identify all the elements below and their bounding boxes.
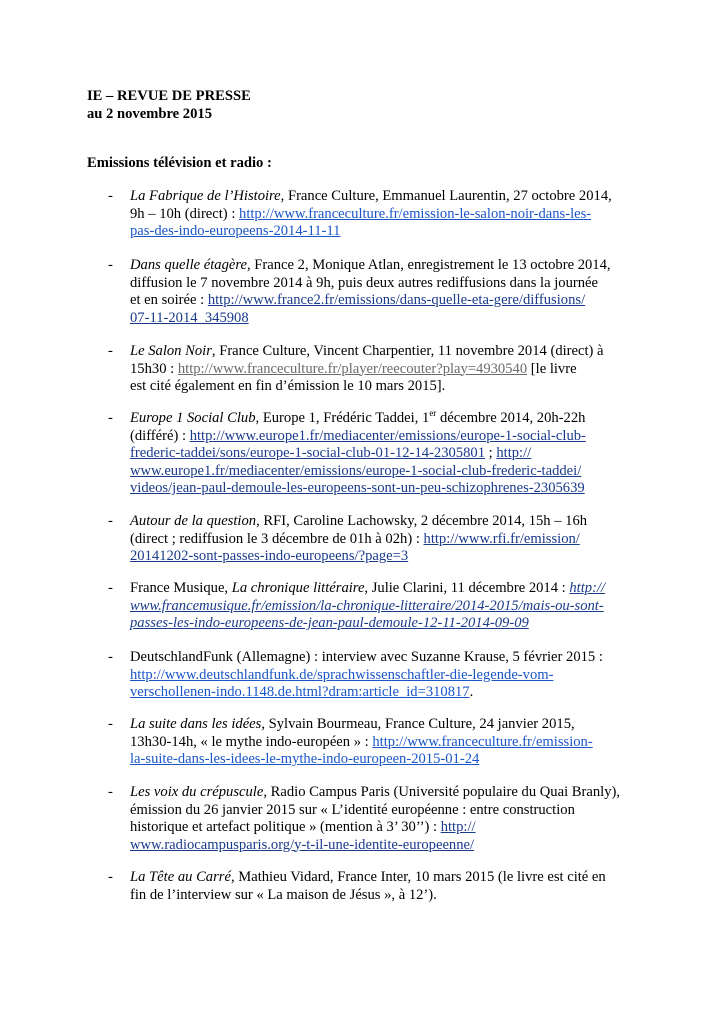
item-details: fin de l’interview sur « La maison de Jésus », à 12’).	[130, 886, 437, 903]
document-title-block	[87, 88, 251, 123]
program-title: La Fabrique de l’Histoire	[130, 188, 281, 204]
program-link[interactable]: http://www.franceculture.fr/emission-	[372, 733, 593, 750]
program-link-continued[interactable]: frederic-taddei/sons/europe-1-social-club-01-12-14-2305801	[130, 445, 485, 461]
list-item-text	[130, 343, 640, 396]
program-link[interactable]: http://www.europe1.fr/mediacenter/emissions/europe-1-social-club-	[189, 427, 586, 444]
item-details: , Sylvain Bourmeau, France Culture, 24 janvier 2015,	[261, 716, 575, 732]
program-link[interactable]: http://	[569, 580, 606, 596]
program-link-continued[interactable]: la-suite-dans-les-idees-le-mythe-indo-europeen-2015-01-24	[130, 751, 480, 767]
item-details: 15h30 :	[130, 360, 178, 377]
document-date: au 2 novembre 2015	[87, 105, 212, 122]
item-details: , Mathieu Vidard, France Inter, 10 mars 2015 (le livre est cité en	[230, 869, 606, 885]
program-link-continued[interactable]: passes-les-indo-europeens-de-jean-paul-demoule-12-11-2014-09-09	[130, 615, 529, 631]
item-details: et en soirée :	[130, 292, 208, 308]
program-link[interactable]: http://www.franceculture.fr/emission-le-salon-noir-dans-les-	[239, 205, 592, 222]
program-link[interactable]: http://www.france2.fr/emissions/dans-quelle-eta-gere/diffusions/	[207, 292, 586, 308]
program-link[interactable]: http://www.deutschlandfunk.de/sprachwissenschaftler-die-legende-vom-	[130, 666, 554, 683]
program-title: La chronique littéraire	[231, 580, 365, 596]
program-link[interactable]: http://www.franceculture.fr/player/reecouter?play=4930540	[177, 360, 528, 377]
list-item-text	[130, 649, 640, 702]
list-item-text	[130, 513, 640, 566]
list-item-text	[130, 716, 640, 769]
list-item-text	[130, 410, 640, 498]
list-bullet: -	[108, 649, 113, 665]
item-details: France Musique,	[130, 580, 232, 596]
item-details: , Radio Campus Paris (Université populaire du Quai Branly),	[263, 784, 621, 800]
list-item-text	[130, 580, 640, 633]
item-details: , RFI, Caroline Lachowsky, 2 décembre 2014, 15h – 16h	[256, 513, 588, 529]
list-bullet: -	[108, 188, 113, 204]
list-bullet: -	[108, 257, 113, 273]
program-link-continued[interactable]: www.radiocampusparis.org/y-t-il-une-identite-europeenne/	[130, 836, 475, 853]
list-bullet: -	[108, 513, 113, 529]
program-link-continued[interactable]: 20141202-sont-passes-indo-europeens/?page=3	[130, 548, 409, 564]
item-details: 9h – 10h (direct) :	[130, 205, 240, 222]
video-link[interactable]: http://	[496, 445, 532, 461]
link-separator: ;	[485, 445, 497, 461]
video-link-continued[interactable]: videos/jean-paul-demoule-les-europeens-sont-un-peu-schizophrenes-2305639	[130, 480, 585, 496]
program-link-continued[interactable]: verschollenen-indo.1148.de.html?dram:article_id=310817	[130, 684, 470, 700]
list-item-text	[130, 188, 640, 241]
program-link-continued[interactable]: 07-11-2014_345908	[130, 309, 249, 326]
list-bullet: -	[108, 410, 113, 426]
section-heading: Emissions télévision et radio :	[87, 155, 272, 171]
program-link-continued[interactable]: pas-des-indo-europeens-2014-11-11	[130, 223, 341, 239]
item-details: 13h30-14h, « le mythe indo-européen » :	[130, 733, 373, 750]
item-details: , France Culture, Vincent Charpentier, 11 novembre 2014 (direct) à	[211, 343, 604, 359]
list-bullet: -	[108, 716, 113, 732]
item-details: émission du 26 janvier 2015 sur « L’identité européenne : entre construction	[130, 801, 575, 818]
program-title: Les voix du crépuscule	[130, 784, 264, 800]
list-bullet: -	[108, 869, 113, 885]
program-title: Autour de la question	[130, 513, 257, 529]
ordinal-suffix: er	[429, 408, 437, 419]
list-item-text	[130, 869, 640, 904]
list-bullet: -	[108, 580, 113, 596]
program-link[interactable]: http://	[440, 819, 476, 835]
item-details: , France Culture, Emmanuel Laurentin, 27 octobre 2014,	[280, 188, 612, 204]
item-details: [le livre	[527, 360, 577, 377]
program-title: La suite dans les idées	[130, 716, 262, 732]
item-details: .	[469, 684, 474, 700]
program-link[interactable]: http://www.rfi.fr/emission/	[423, 530, 580, 547]
list-item-text	[130, 784, 640, 854]
program-title: Dans quelle étagère	[130, 257, 247, 273]
item-details: (différé) :	[130, 427, 190, 444]
item-details: DeutschlandFunk (Allemagne) : interview avec Suzanne Krause, 5 février 2015 :	[130, 649, 603, 665]
program-title: La Tête au Carré	[130, 869, 231, 885]
list-bullet: -	[108, 784, 113, 800]
item-details: , Julie Clarini, 11 décembre 2014 :	[364, 580, 570, 596]
program-title: Le Salon Noir	[130, 343, 212, 359]
item-details: , France 2, Monique Atlan, enregistrement le 13 octobre 2014,	[247, 257, 611, 273]
item-details: est cité également en fin d’émission le 10 mars 2015].	[130, 378, 446, 394]
list-bullet: -	[108, 343, 113, 359]
item-details: , Europe 1, Frédéric Taddei, 1	[255, 410, 430, 426]
item-details: diffusion le 7 novembre 2014 à 9h, puis deux autres rediffusions dans la journée	[130, 274, 598, 291]
item-details: historique et artefact politique » (mention à 3’ 30’’) :	[130, 819, 441, 835]
list-item-text	[130, 257, 640, 327]
program-link-continued[interactable]: www.francemusique.fr/emission/la-chronique-litteraire/2014-2015/mais-ou-sont-	[130, 597, 604, 614]
program-title: Europe 1 Social Club	[130, 410, 256, 426]
item-details: (direct ; rediffusion le 3 décembre de 01h à 02h) :	[130, 530, 424, 547]
document-title: IE – REVUE DE PRESSE	[87, 88, 251, 104]
video-link-continued[interactable]: www.europe1.fr/mediacenter/emissions/europe-1-social-club-frederic-taddei/	[130, 462, 582, 479]
item-details: décembre 2014, 20h-22h	[436, 410, 586, 426]
